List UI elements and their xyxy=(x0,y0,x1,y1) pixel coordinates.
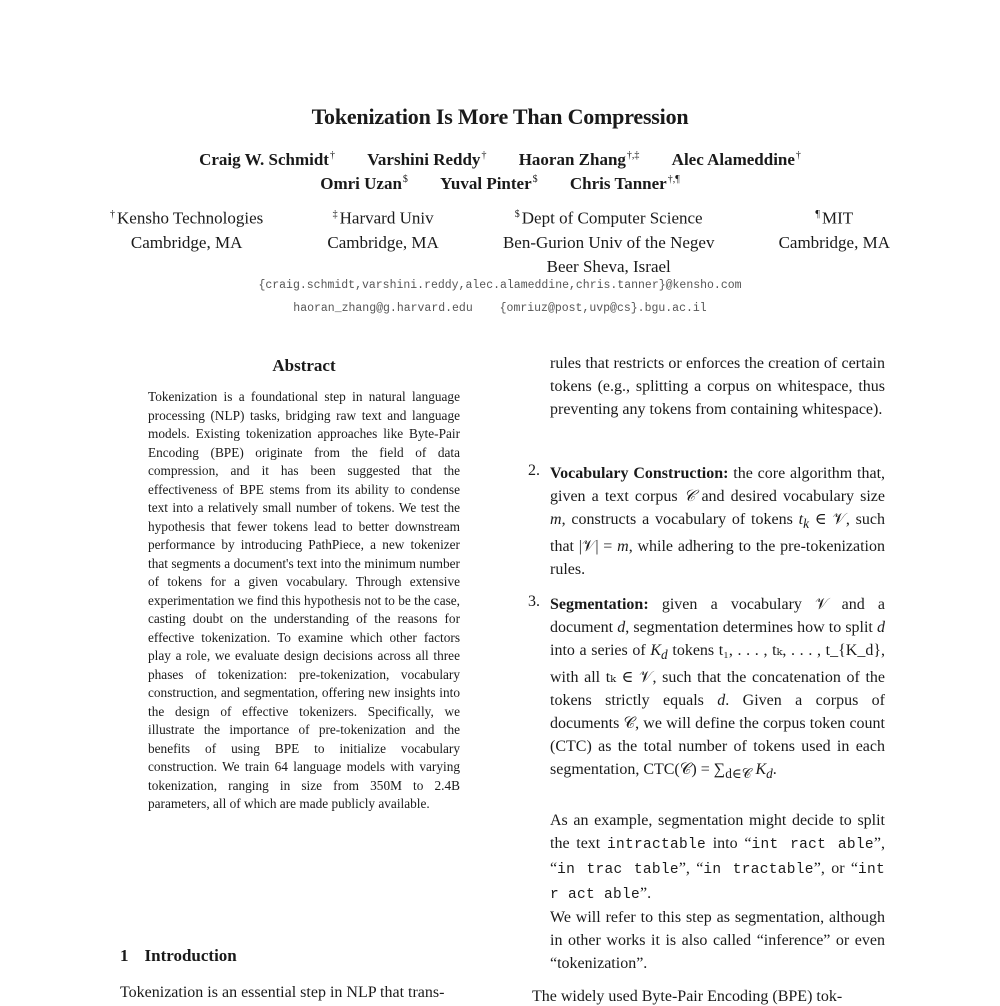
body-paragraph: The widely used Byte-Pair Encoding (BPE) tok- xyxy=(532,988,843,1005)
author-list-row-2 xyxy=(80,174,920,194)
affiliation: † Kensho Technologies Cambridge, MA xyxy=(110,208,264,252)
email: {craig.schmidt,varshini.reddy,alec.alameddine,chris.tanner}@kensho.com xyxy=(258,279,742,292)
affiliation: $ Dept of Computer Science Ben-Gurion Univ of the Negev Beer Sheva, Israel xyxy=(502,208,715,276)
list-number: 2. xyxy=(528,462,540,479)
section-number: 1 xyxy=(120,946,129,965)
email: haoran_zhang@g.harvard.edu xyxy=(293,302,473,315)
body-paragraph: As an example, segmentation might decide to split the text intractable into “int ract able”, “in trac table”, “in tractable”, or “int r act able”. xyxy=(550,812,886,903)
author: Chris Tanner†,¶ xyxy=(569,174,680,193)
affiliation: ‡ Harvard Univ Cambridge, MA xyxy=(327,208,439,252)
author-emails xyxy=(0,279,1000,292)
body-paragraph: We will refer to this step as segmentation, although in other works it is also called “inference” or even “tokenization”. xyxy=(550,909,885,972)
email: {omriuz@post,uvp@cs}.bgu.ac.il xyxy=(499,302,707,315)
body-paragraph: Tokenization is an essential step in NLP that trans- xyxy=(120,984,445,1001)
author-list-row-1 xyxy=(80,150,920,170)
section-heading xyxy=(120,946,237,966)
author: Craig W. Schmidt† xyxy=(199,150,335,169)
list-number: 3. xyxy=(528,593,540,610)
paper-title: Tokenization Is More Than Compression xyxy=(311,104,689,129)
affiliations xyxy=(110,203,890,279)
section-title: Introduction xyxy=(144,946,237,965)
abstract-text: Tokenization is a foundational step in natural language processing (NLP) tasks, bridging raw text and language models. Existing tokenization approaches like Byte-Pair Encoding (BPE) originate from the field of data compression, and it has been suggested that the effectiveness of BPE stems from its ability to condense text into a relatively small number of tokens. We test the hypothesis that fewer tokens lead to better downstream performance by introducing PathPiece, a new tokenizer that segments a document's text into the minimum number of tokens for a given vocabulary. Through extensive experimentation we find this hypothesis not to be the case, casting doubt on the understanding of the reasons for effective tokenization. To examine which other factors play a role, we evaluate design decisions across all three phases of tokenization: pre-tokenization, vocabulary construction, and segmentation, offering new insights into the design of effective tokenizers. Specifically, we illustrate the importance of pre-tokenization and the benefits of using BPE to initialize vocabulary construction. We train 64 language models with varying tokenization, ranging in size from 350M to 2.4B parameters, all of which are made publicly available. xyxy=(148,389,460,811)
affiliation: ¶ MIT Cambridge, MA xyxy=(778,208,890,252)
author: Omri Uzan$ xyxy=(320,174,408,193)
author-emails xyxy=(0,302,1000,315)
abstract-heading: Abstract xyxy=(272,356,336,375)
author: Haoran Zhang†,‡ xyxy=(518,150,640,169)
list-item: Vocabulary Construction: the core algorithm that, given a text corpus 𝒞 and desired vocabulary size m, constructs a vocabulary of tokens $t_k$ ∈ 𝒱, such that |𝒱| = m, while adhering to the pre-tokenization rules. xyxy=(550,465,886,579)
author: Yuval Pinter$ xyxy=(440,174,538,193)
list-item: Segmentation: given a vocabulary 𝒱 and a document d, segmentation determines how to split d into a series of $K_d$ tokens t₁, . . . , tₖ, . . . , t_{K_d}, with all tₖ ∈ 𝒱, such that the concatenation of the tokens strictly equals d. Given a corpus of documents 𝒞, we will define the corpus token count (CTC) as the total number of tokens used in each segmentation, CTC(𝒞) = $\sum_{d\in 𝒞}$ $K_d$. xyxy=(550,596,886,782)
author: Alec Alameddine† xyxy=(671,150,801,169)
body-paragraph: rules that restricts or enforces the creation of certain tokens (e.g., splitting a corpus on whitespace, thus preventing any tokens from containing whitespace). xyxy=(550,355,885,418)
author: Varshini Reddy† xyxy=(367,150,487,169)
